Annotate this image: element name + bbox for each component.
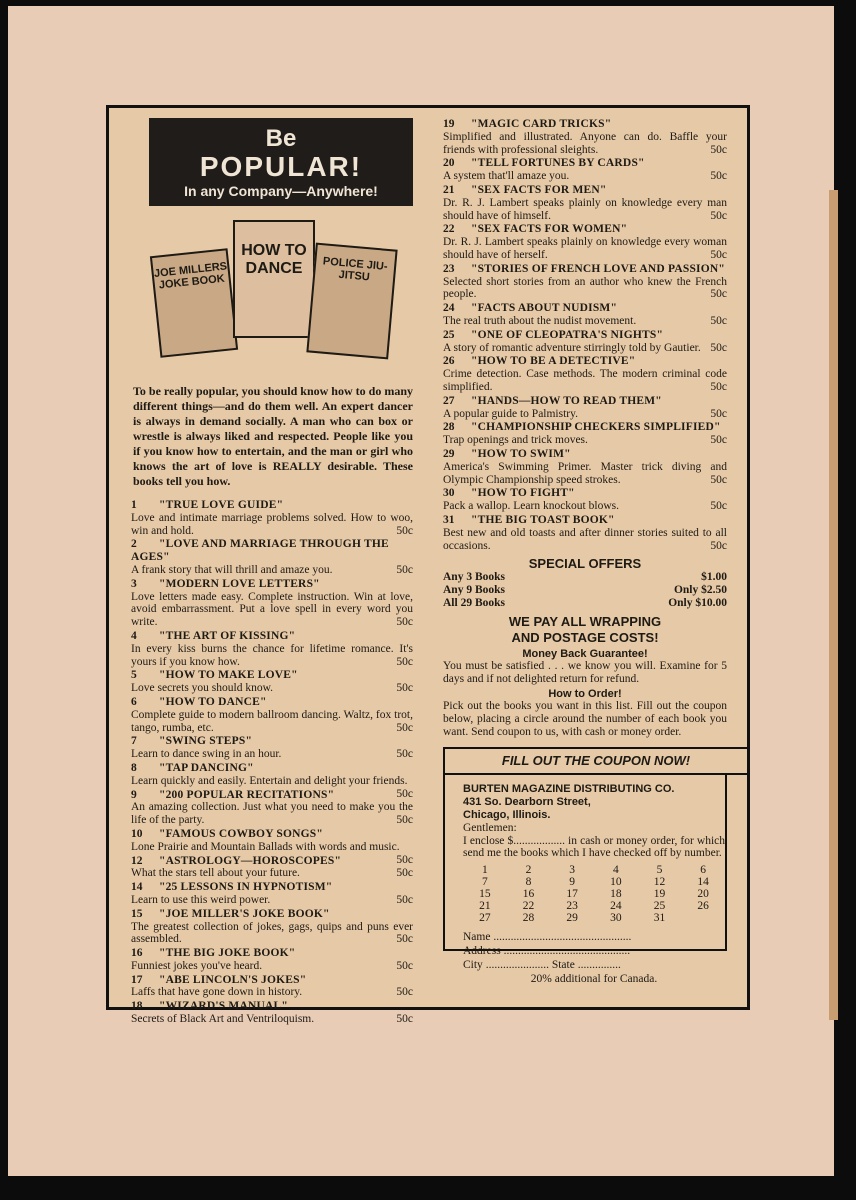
book-entry xyxy=(131,538,413,576)
book-description xyxy=(443,342,727,355)
book-number: 23 xyxy=(443,262,455,275)
state-label: State xyxy=(551,958,575,971)
book-title: "THE ART OF KISSING" xyxy=(159,629,296,642)
book-title: "MODERN LOVE LETTERS" xyxy=(159,577,320,590)
book-entry xyxy=(131,789,413,827)
book-description xyxy=(131,512,413,538)
intro-text: To be really popular, you should know how to do many different things—and do them well. An expert dancer is always in demand socially. A man who can box or wrestle is always liked and respected. People like you if you know how to entertain, and the man or girl who knows the art of love is REALLY desirable. These books tell you how. xyxy=(133,384,413,488)
book-number: 9 xyxy=(131,788,137,801)
book-entry xyxy=(131,630,413,668)
book-number-option[interactable]: 28 xyxy=(522,911,535,924)
book-title: "SEX FACTS FOR WOMEN" xyxy=(471,223,628,236)
salutation: Gentlemen: xyxy=(463,822,517,835)
book-entry xyxy=(131,947,413,973)
book-title-line xyxy=(443,184,727,197)
jiu-jitsu-book-illustration: POLICE JIU-JITSU xyxy=(306,243,397,360)
offer-price: Only $2.50 xyxy=(673,584,727,597)
book-entry xyxy=(443,118,727,156)
book-price: 50c xyxy=(710,288,727,301)
book-description-text: Funniest jokes you've heard. xyxy=(131,959,263,972)
book-description-text: Crime detection. Case methods. The modern criminal code simplified. xyxy=(443,368,727,393)
book-description xyxy=(131,748,413,761)
book-title-line xyxy=(131,881,413,894)
book-title-line xyxy=(131,538,413,564)
offer-row xyxy=(443,597,727,610)
book-illustration xyxy=(131,220,413,370)
book-title-line xyxy=(443,223,727,236)
offer-label: Any 3 Books xyxy=(443,571,505,584)
book-number: 19 xyxy=(443,118,455,130)
book-number-option[interactable]: 22 xyxy=(522,899,535,912)
book-number: 28 xyxy=(443,421,455,434)
book-description xyxy=(131,643,413,669)
book-entry xyxy=(443,184,727,222)
guarantee-text: You must be satisfied . . . we know you will. Examine for 5 days and if not delighted return for refund. xyxy=(443,660,727,686)
postage-line-1: WE PAY ALL WRAPPING xyxy=(508,614,662,630)
book-title: "ASTROLOGY—HOROSCOPES" xyxy=(159,854,342,867)
company-street: 431 So. Dearborn Street, xyxy=(463,796,591,809)
book-entry xyxy=(131,855,413,881)
book-description xyxy=(131,1013,413,1026)
book-description-text: Love and intimate marriage problems solved. How to woo, win and hold. xyxy=(131,511,413,537)
book-description xyxy=(443,315,727,328)
book-price: 50c xyxy=(710,209,727,222)
book-title: "HOW TO BE A DETECTIVE" xyxy=(471,355,636,368)
book-entry xyxy=(443,329,727,355)
offer-row xyxy=(443,571,727,584)
book-title-line xyxy=(131,578,413,591)
coupon-body xyxy=(463,783,725,986)
book-number: 31 xyxy=(443,513,455,526)
book-title-line xyxy=(131,499,413,512)
address-field[interactable]: Address ............................................ xyxy=(463,944,631,957)
book-number-option[interactable]: 10 xyxy=(610,875,622,888)
book-price: 50c xyxy=(396,986,413,999)
book-description xyxy=(443,527,727,553)
book-title: "HANDS—HOW TO READ THEM" xyxy=(471,394,662,407)
book-number-option[interactable]: 14 xyxy=(697,875,709,888)
book-number-option[interactable]: 21 xyxy=(479,899,491,912)
book-entry xyxy=(443,355,727,393)
book-number: 7 xyxy=(131,735,137,748)
book-description-text: Laffs that have gone down in history. xyxy=(131,986,303,999)
book-title-line xyxy=(131,630,413,643)
book-number: 6 xyxy=(131,695,137,708)
book-number-option[interactable]: 8 xyxy=(525,875,532,888)
joke-book-illustration: JOE MILLERS JOKE BOOK xyxy=(150,248,238,358)
book-number: 24 xyxy=(443,302,455,315)
book-description-text: A frank story that will thrill and amaze you. xyxy=(131,563,333,576)
book-title-line xyxy=(443,487,727,500)
book-title-line xyxy=(443,302,727,315)
book-price: 50c xyxy=(396,814,413,827)
book-description xyxy=(443,434,727,447)
book-title-line xyxy=(443,118,727,131)
book-description-text: What the stars tell about your future. xyxy=(131,867,300,880)
coupon-enclosure-text: I enclose $.................. in cash or money order, for which send me the books which I have checked off by number. xyxy=(463,834,725,860)
book-price: 50c xyxy=(396,616,413,629)
book-price: 50c xyxy=(710,407,727,420)
book-title: "STORIES OF FRENCH LOVE AND PASSION" xyxy=(471,262,725,275)
book-number-option[interactable]: 2 xyxy=(525,863,532,876)
book-number: 2 xyxy=(131,538,137,551)
book-description-text: Pack a wallop. Learn knockout blows. xyxy=(443,500,619,513)
book-description xyxy=(131,564,413,577)
book-entry xyxy=(131,669,413,695)
book-title: "JOE MILLER'S JOKE BOOK" xyxy=(159,907,330,920)
book-number-grid[interactable] xyxy=(463,864,725,924)
book-title-line xyxy=(443,157,727,170)
offer-label: Any 9 Books xyxy=(443,584,505,597)
book-number: 12 xyxy=(131,854,143,867)
book-number-option[interactable]: 15 xyxy=(479,887,491,900)
book-price: 50c xyxy=(396,867,413,880)
book-number-option[interactable]: 30 xyxy=(610,911,622,924)
book-description-text: The real truth about the nudist movement. xyxy=(443,314,637,327)
book-number: 3 xyxy=(131,577,137,590)
book-number: 10 xyxy=(131,827,143,840)
book-price: 50c xyxy=(396,682,413,695)
book-number: 20 xyxy=(443,157,455,170)
book-number: 4 xyxy=(131,629,137,642)
book-title-line xyxy=(443,329,727,342)
book-entry xyxy=(443,302,727,328)
book-description-text: Love secrets you should know. xyxy=(131,682,274,695)
address-label: Address xyxy=(463,944,501,957)
book-price: 50c xyxy=(396,787,413,800)
book-entry xyxy=(443,263,727,301)
book-title: "THE BIG TOAST BOOK" xyxy=(471,513,615,526)
book-title: "MAGIC CARD TRICKS" xyxy=(471,118,612,130)
book-price: 50c xyxy=(710,539,727,552)
binding-strip xyxy=(829,190,838,1020)
book-title-line xyxy=(131,908,413,921)
guarantee-title: Money Back Guarantee! xyxy=(522,648,648,661)
book-price: 50c xyxy=(396,933,413,946)
book-title-line xyxy=(131,789,413,802)
book-title: "SWING STEPS" xyxy=(159,735,253,748)
offer-price: $1.00 xyxy=(701,571,727,584)
book-number: 25 xyxy=(443,328,455,341)
book-price: 50c xyxy=(396,563,413,576)
book-entry xyxy=(131,908,413,946)
book-number: 15 xyxy=(131,907,143,920)
book-entry xyxy=(131,974,413,1000)
book-description-text: Secrets of Black Art and Ventriloquism. xyxy=(131,1013,315,1026)
book-description xyxy=(443,461,727,487)
book-number-option[interactable]: 12 xyxy=(653,875,666,888)
book-price: 50c xyxy=(396,524,413,537)
book-title-line xyxy=(131,974,413,987)
book-title: "SEX FACTS FOR MEN" xyxy=(471,183,607,196)
book-title: "200 POPULAR RECITATIONS" xyxy=(159,788,335,801)
book-title: "HOW TO MAKE LOVE" xyxy=(159,669,298,682)
book-description-text: Trap openings and trick moves. xyxy=(443,434,588,447)
book-title-line xyxy=(131,669,413,682)
order-title: How to Order! xyxy=(548,688,622,701)
book-price: 50c xyxy=(710,434,727,447)
book-description xyxy=(131,921,413,947)
book-description-text: The greatest collection of jokes, gags, quips and puns ever assembled. xyxy=(131,920,413,946)
book-title-line xyxy=(443,355,727,368)
book-price: 50c xyxy=(710,500,727,513)
book-price: 50c xyxy=(396,959,413,972)
book-number-option[interactable]: 31 xyxy=(653,911,666,924)
book-description-text: Simplified and illustrated. Anyone can do. Baffle your friends with professional sleights. xyxy=(443,130,727,156)
book-price: 50c xyxy=(710,170,727,183)
banner-be: Be xyxy=(265,125,297,152)
book-description-text: Lone Prairie and Mountain Ballads with words and music. xyxy=(131,840,400,853)
book-entry xyxy=(131,696,413,734)
book-title-line xyxy=(443,514,727,527)
book-number: 26 xyxy=(443,355,455,368)
book-description-text: A popular guide to Palmistry. xyxy=(443,407,579,420)
book-title-line xyxy=(131,696,413,709)
book-description-text: Learn quickly and easily. Entertain and delight your friends. xyxy=(131,774,408,787)
book-title-line xyxy=(443,263,727,276)
book-title-line xyxy=(131,947,413,960)
book-number-option[interactable]: 18 xyxy=(610,887,622,900)
book-description-text: Love letters made easy. Complete instruction. Win at love, avoid embarrassment. Put a love spell in every word you write. xyxy=(131,590,413,629)
book-description-text: A system that'll amaze you. xyxy=(443,170,570,183)
book-title-line xyxy=(131,735,413,748)
special-offers-list xyxy=(443,571,727,610)
book-title: "TELL FORTUNES BY CARDS" xyxy=(471,157,645,170)
book-price: 50c xyxy=(396,655,413,668)
book-title: "ONE OF CLEOPATRA'S NIGHTS" xyxy=(471,328,664,341)
book-number-option[interactable]: 5 xyxy=(656,863,663,876)
book-number: 14 xyxy=(131,881,143,894)
banner-popular: POPULAR! xyxy=(199,151,363,182)
left-book-list xyxy=(131,499,413,1026)
dance-book-illustration: HOW TO DANCE xyxy=(233,220,315,338)
book-price: 50c xyxy=(710,248,727,261)
advertisement xyxy=(106,105,750,1026)
book-description-text: Learn to dance swing in an hour. xyxy=(131,748,282,761)
book-price: 50c xyxy=(396,893,413,906)
order-coupon[interactable] xyxy=(443,747,727,985)
book-number-option[interactable]: 4 xyxy=(612,863,619,876)
book-number-option[interactable]: 25 xyxy=(653,899,666,912)
special-offers-title: SPECIAL OFFERS xyxy=(528,556,642,572)
book-price: 50c xyxy=(396,748,413,761)
book-number-option[interactable]: 24 xyxy=(610,899,622,912)
book-description xyxy=(131,709,413,735)
right-book-list xyxy=(443,118,727,552)
company-name: BURTEN MAGAZINE DISTRIBUTING CO. xyxy=(463,783,675,796)
name-field[interactable]: Name ................................................ xyxy=(463,930,632,943)
book-number-option[interactable]: 29 xyxy=(566,911,578,924)
book-description xyxy=(443,408,727,421)
book-number: 27 xyxy=(443,394,455,407)
book-description xyxy=(131,591,413,629)
book-title: "LOVE AND MARRIAGE THROUGH THE AGES" xyxy=(131,538,389,564)
book-description-text: A story of romantic adventure stirringly told by Gautier. xyxy=(443,341,701,354)
book-price: 50c xyxy=(396,853,413,866)
book-title-line xyxy=(443,448,727,461)
book-number-option[interactable]: 6 xyxy=(700,863,707,876)
book-price: 50c xyxy=(396,1013,413,1026)
book-title: "TAP DANCING" xyxy=(159,761,254,774)
book-number: 18 xyxy=(131,1000,143,1013)
book-description-text: An amazing collection. Just what you need to make you the life of the party. xyxy=(131,801,413,827)
book-number-option[interactable]: 1 xyxy=(481,863,488,876)
book-title: "FACTS ABOUT NUDISM" xyxy=(471,302,618,315)
city-label: City xyxy=(463,958,483,971)
book-title: "25 LESSONS IN HYPNOTISM" xyxy=(159,881,333,894)
book-description xyxy=(443,131,727,157)
book-number-option[interactable]: 27 xyxy=(479,911,491,924)
book-title-line xyxy=(443,421,727,434)
book-description-text: In every kiss burns the chance for lifetime romance. It's yours if you know how. xyxy=(131,642,413,668)
name-label: Name xyxy=(463,930,491,943)
book-entry xyxy=(131,735,413,761)
book-number: 21 xyxy=(443,183,455,196)
book-price: 50c xyxy=(710,341,727,354)
book-number-option[interactable]: 19 xyxy=(653,887,666,900)
book-number: 1 xyxy=(131,499,137,511)
canada-notice: 20% additional for Canada. xyxy=(530,972,658,985)
book-title: "ABE LINCOLN'S JOKES" xyxy=(159,973,307,986)
postage-notice xyxy=(443,614,727,646)
book-title: "WIZARD'S MANUAL" xyxy=(159,1000,288,1013)
book-number-option[interactable]: 20 xyxy=(697,887,709,900)
book-description xyxy=(443,368,727,394)
book-description xyxy=(443,500,727,513)
book-description xyxy=(131,986,413,999)
coupon-header: FILL OUT THE COUPON NOW! xyxy=(443,747,749,775)
book-number: 5 xyxy=(131,669,137,682)
book-description xyxy=(443,197,727,223)
book-description xyxy=(131,894,413,907)
book-number: 29 xyxy=(443,447,455,460)
book-description xyxy=(443,276,727,302)
book-title: "TRUE LOVE GUIDE" xyxy=(159,499,284,511)
book-entry xyxy=(443,487,727,513)
book-title-line xyxy=(131,762,413,775)
book-number-option[interactable]: 23 xyxy=(566,899,578,912)
book-entry xyxy=(443,421,727,447)
book-number-option[interactable]: 9 xyxy=(569,875,576,888)
book-description xyxy=(443,170,727,183)
book-title: "FAMOUS COWBOY SONGS" xyxy=(159,827,323,840)
book-description-text: Selected short stories from an author who knew the French people. xyxy=(443,275,727,301)
book-title-line xyxy=(443,395,727,408)
book-title: "HOW TO DANCE" xyxy=(159,695,267,708)
book-entry xyxy=(131,881,413,907)
book-number: 22 xyxy=(443,223,455,236)
right-column xyxy=(443,118,727,985)
order-text: Pick out the books you want in this list. Fill out the coupon below, placing a circle around the number of each book you want. Send coupon to us, with cash or money order. xyxy=(443,700,727,739)
book-title: "HOW TO SWIM" xyxy=(471,447,571,460)
book-number-option[interactable]: 3 xyxy=(569,863,576,876)
book-number-option[interactable]: 17 xyxy=(566,887,578,900)
book-price: 50c xyxy=(396,721,413,734)
book-description-text: Dr. R. J. Lambert speaks plainly on knowledge every man should have of himself. xyxy=(443,196,727,222)
book-title-line xyxy=(131,1000,413,1013)
book-number: 17 xyxy=(131,973,143,986)
book-number: 30 xyxy=(443,487,455,500)
be-popular-banner xyxy=(149,118,413,206)
book-description-text: Dr. R. J. Lambert speaks plainly on knowledge every woman should have of herself. xyxy=(443,236,727,261)
book-title: "THE BIG JOKE BOOK" xyxy=(159,947,296,960)
banner-subtitle: In any Company—Anywhere! xyxy=(184,183,378,199)
book-description-text: America's Swimming Primer. Master trick diving and Olympic Championship speed strokes. xyxy=(443,460,727,486)
city-state-field[interactable]: City ...................... State ............... xyxy=(463,958,621,971)
book-entry xyxy=(443,395,727,421)
book-description-text: Complete guide to modern ballroom dancing. Waltz, fox trot, tango, rumba, etc. xyxy=(131,708,413,734)
book-number-option[interactable]: 7 xyxy=(481,875,488,888)
book-entry xyxy=(131,578,413,629)
book-title-line xyxy=(131,855,413,868)
book-number-option[interactable]: 16 xyxy=(522,887,535,900)
book-entry xyxy=(443,514,727,552)
book-title-line xyxy=(131,828,413,841)
book-description-text: Learn to use this weird power. xyxy=(131,893,271,906)
company-city: Chicago, Illinois. xyxy=(463,809,551,822)
book-number: 8 xyxy=(131,761,137,774)
book-title: "HOW TO FIGHT" xyxy=(471,487,575,500)
book-entry xyxy=(131,1000,413,1026)
left-column xyxy=(131,118,413,1027)
book-description xyxy=(131,801,413,827)
postage-line-2: AND POSTAGE COSTS! xyxy=(511,630,659,646)
book-description xyxy=(131,960,413,973)
book-number-option[interactable]: 26 xyxy=(697,899,709,912)
book-entry xyxy=(131,499,413,537)
book-description-text: Best new and old toasts and after dinner stories suited to all occasions. xyxy=(443,526,727,552)
book-price: 50c xyxy=(710,380,727,393)
book-entry xyxy=(443,223,727,261)
book-number: 16 xyxy=(131,947,143,960)
offer-label: All 29 Books xyxy=(443,597,505,610)
book-price: 50c xyxy=(710,473,727,486)
book-price: 50c xyxy=(710,143,727,156)
book-title: "CHAMPIONSHIP CHECKERS SIMPLIFIED" xyxy=(471,421,721,434)
book-description xyxy=(443,236,727,262)
book-description xyxy=(131,682,413,695)
book-entry xyxy=(443,157,727,183)
offer-price: Only $10.00 xyxy=(668,597,727,610)
book-entry xyxy=(443,448,727,486)
offer-row xyxy=(443,584,727,597)
book-price: 50c xyxy=(710,314,727,327)
book-description xyxy=(131,867,413,880)
